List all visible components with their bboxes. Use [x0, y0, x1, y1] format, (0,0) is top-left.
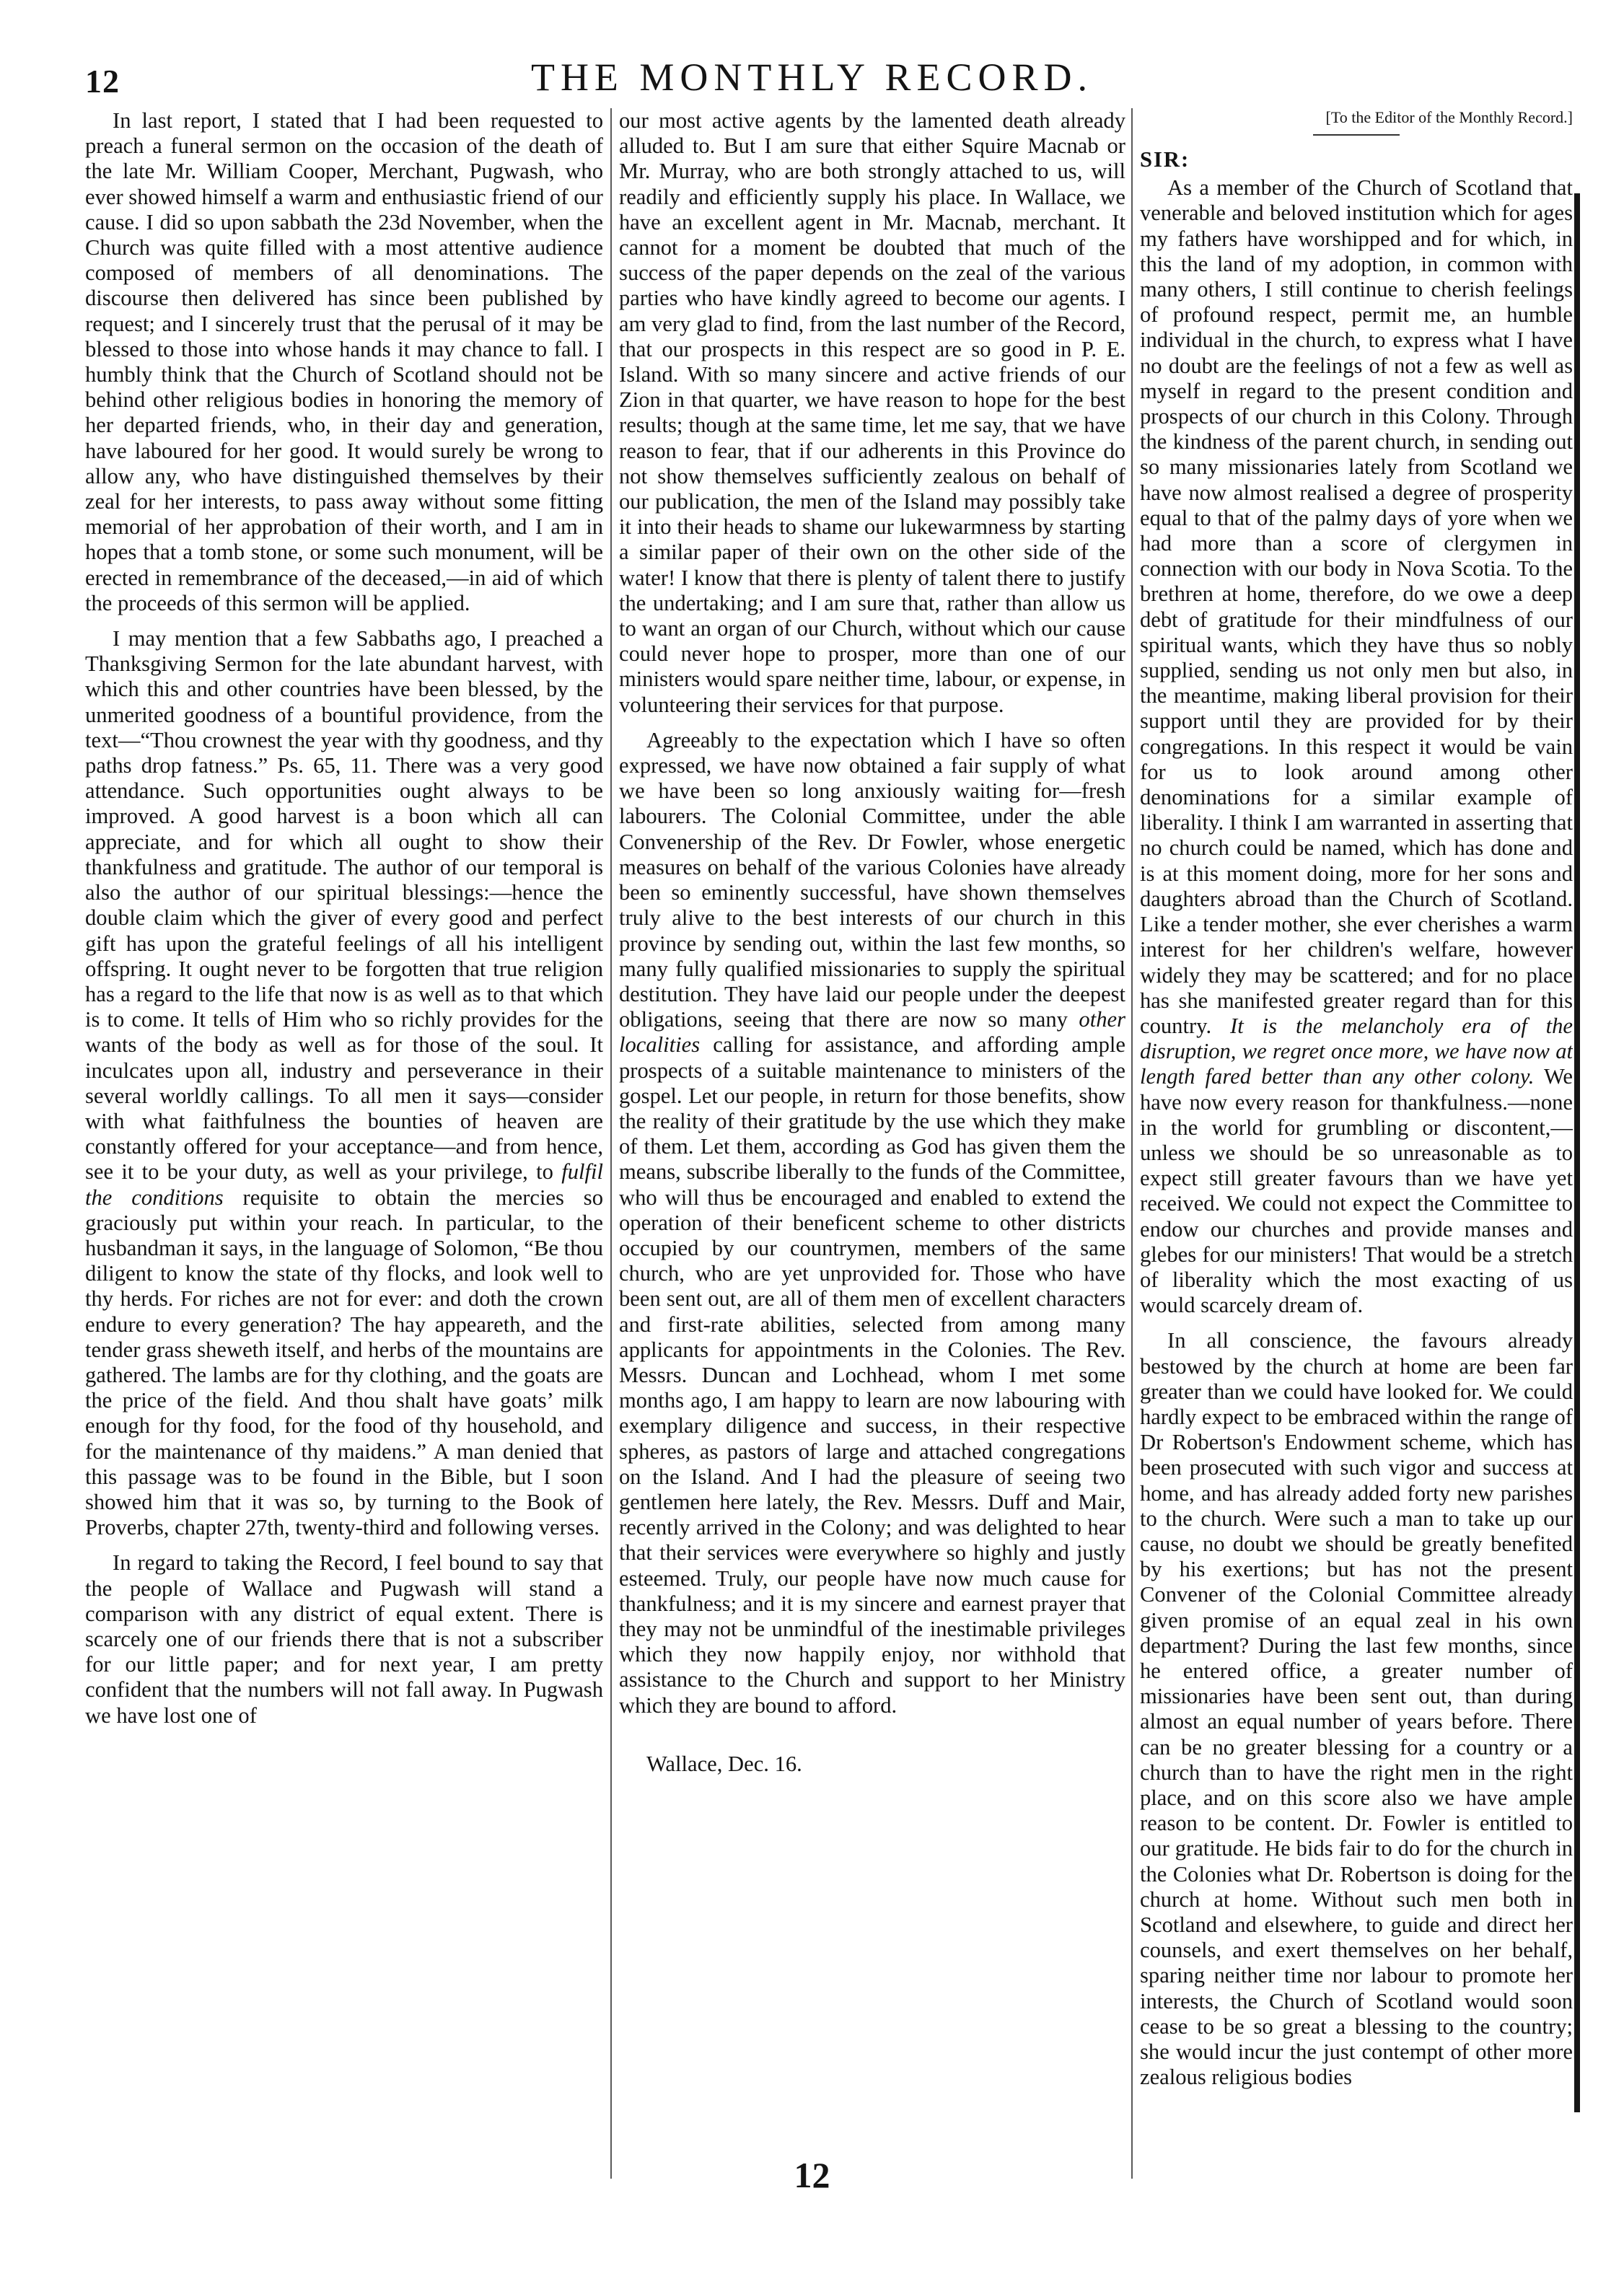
- italic-phrase: It is the melancholy era of the disruption, we regret once more, we have now at length fared better than any other colony.: [1140, 1013, 1573, 1089]
- italic-phrase: other localities: [619, 1007, 1125, 1058]
- paragraph-text: I may mention that a few Sabbaths ago, I preached a Thanksgiving Sermon for the late abundant harvest, with which this and other countries have been blessed, by the unmerited goodness of a bountiful providence, from the text—“Thou crownest the year with thy goodness, and thy paths drop fatness.” Ps. 65, 11. There was a very good attendance. Such opportunities ought always to be improved. A good harvest is a boon which all can appreciate, and for which all ought to show their thankfulness and gratitude. The author of our temporal is also the author of our spiritual blessings:—hence the double claim which the giver of every good and perfect gift has upon the grateful feelings of all his intelligent offspring. It ought never to be forgotten that true religion has a regard to the life that now is as well as to that which is to come. It tells of Him who so richly provides for the wants of the body as well as for those of the soul. It inculcates upon all, industry and perseverance in their several worldly callings. To all men it says—consider with what faithfulness the bounties of heaven are constantly offered for your acceptance—and from hence, see it to be your duty, as well as your privilege, to: [85, 626, 603, 1185]
- paragraph-text: We have now every reason for thankfulness.—none in the world for grumbling or discontent,—unless we should be so unreasonable as to expect still greater favours than we have yet received. We could not expect the Committee to endow our churches and provide manses and glebes for our ministers! That would be a stretch of liberality which the most exacting of us would scarcely dream of.: [1140, 1064, 1573, 1318]
- paragraph: [1140, 175, 1573, 1318]
- paragraph: In regard to taking the Record, I feel bound to say that the people of Wallace and Pugwash will stand a comparison with any district of equal extent. There is scarcely one of our friends there that is not a subscriber for our little paper; and for next year, I am pretty confident that the numbers will not fall away. In Pugwash we have lost one of: [85, 1550, 603, 1728]
- page-number-bottom: 12: [794, 2155, 830, 2195]
- salutation: SIR:: [1140, 147, 1190, 172]
- page-header: [0, 0, 1624, 108]
- paragraph: our most active agents by the lamented death already alluded to. But I am sure that either Squire Macnab or Mr. Murray, who are both strongly attached to us, will readily and efficiently supply his place. In Wallace, we have an excellent agent in Mr. Macnab, merchant. It cannot for a moment be doubted that much of the success of the paper depends on the zeal of the various parties who have kindly agreed to become our agents. I am very glad to find, from the last number of the Record, that our prospects in this respect are so good in P. E. Island. With so many sincere and active friends of our Zion in that quarter, we have reason to hope for the best results; though at the same time, let me say, that we have reason to fear, that if our adherents in this Province do not show themselves sufficiently zealous on behalf of our publication, the men of the Island may possibly take it into their heads to shame our lukewarmness by starting a similar paper of their own on the other side of the water! I know that there is plenty of talent there to justify the undertaking; and I am sure that, rather than allow us to want an organ of our Church, without which our cause could never hope to prosper, more than one of our ministers would spare neither time, labour, or expense, in volunteering their services for that purpose.: [619, 108, 1125, 717]
- paragraph-text: Agreeably to the expectation which I have so often expressed, we have now obtained a fair supply of what we have been so long anxiously waiting for—fresh labourers. The Colonial Committee, under the able Convenership of the Rev. Dr Fowler, whose energetic measures on behalf of the various Colonies have already been so eminently successful, have shown themselves truly alive to the best interests of our church in this province by sending out, within the last few months, so many fully qualified missionaries to supply the spiritual destitution. They have laid our people under the deepest obligations, seeing that there are now so many: [619, 727, 1125, 1032]
- paragraph-text: requisite to obtain the mercies so graciously put within your reach. In particular, to the husbandman it says, in the language of Solomon, “Be thou diligent to know the state of thy flocks, and look well to thy herds. For riches are not for ever: and doth the crown endure to every generation? The hay appeareth, and the tender grass sheweth itself, and herbs of the mountains are gathered. The lambs are for thy clothing, and the goats are the price of the field. And thou shalt have goats’ milk enough for thy food, for the food of thy household, and for the maintenance of thy maidens.” A man denied that this passage was to be found in the Bible, but I soon showed him that it was so, by turning to the Book of Proverbs, chapter 27th, twenty-third and following verses.: [85, 1185, 603, 1540]
- column-divider-right: [1131, 108, 1133, 2179]
- paragraph-text: As a member of the Church of Scotland that venerable and beloved institution which for ages my fathers have worshipped and for which, in this the land of my adoption, in common with many others, I still continue to cherish feelings of profound respect, permit me, an humble individual in the church, to express what I have no doubt are the feelings of not a few as well as myself in regard to the present condition and prospects of our church in this Colony. Through the kindness of the parent church, in sending out so many missionaries lately from Scotland we have now almost realised a degree of prosperity equal to that of the palmy days of yore when we had more than a score of clergymen in connection with our body in Nova Scotia. To the brethren at home, therefore, do we owe a deep debt of gratitude for their mindfulness of our spiritual wants, which they have thus so nobly supplied, sending us not only men but also, in the meantime, making liberal provision for their support until they are provided for by their congregations. In this respect it would be vain for us to look around among other denominations for a similar example of liberality. I think I am warranted in asserting that no church could be named, which has done and is at this moment doing, more for her sons and daughters abroad than the Church of Scotland. Like a tender mother, she ever cherishes a warm interest for her children's welfare, however widely they may be scattered; and for no place has she manifested greater regard than for this country.: [1140, 175, 1573, 1038]
- column-left: [85, 108, 603, 2128]
- column-right: [1140, 108, 1573, 2107]
- italic-phrase: fulfil the conditions: [85, 1159, 603, 1210]
- editor-note: [To the Editor of the Monthly Record.]: [1325, 108, 1573, 126]
- page-number-top: 12: [85, 63, 120, 100]
- column-divider-left: [610, 108, 612, 2179]
- binding-edge-rule: [1574, 193, 1580, 2112]
- paragraph: In last report, I stated that I had been requested to preach a funeral sermon on the occasion of the death of the late Mr. William Cooper, Merchant, Pugwash, who ever showed himself a warm and enthusiastic friend of our cause. I did so upon sabbath the 23d November, when the Church was quite filled with a most attentive audience composed of members of all denominations. The discourse then delivered has since been published by request; and I sincerely trust that the perusal of it may be blessed to those into whose hands it may chance to fall. I humbly think that the Church of Scotland should not be behind other religious bodies in honoring the memory of her departed friends, who, in their day and generation, have laboured for her good. It would surely be wrong to allow any, who have distinguished themselves by their zeal for her interests, to pass away without some fitting memorial of her approbation of their worth, and I am in hopes that a tomb stone, or some such monument, will be erected in remembrance of the deceased,—in aid of which the proceeds of this sermon will be applied.: [85, 108, 603, 615]
- paragraph: [619, 728, 1125, 1718]
- paragraph-text: calling for assistance, and affording ample prospects of a suitable maintenance to ministers of the gospel. Let our people, in return for those benefits, show the reality of their gratitude by the use which they make of them. Let them, according as God has given them the means, subscribe liberally to the funds of the Committee, who will thus be encouraged and enabled to extend the operation of their beneficent scheme to other districts occupied by our countrymen, members of the same church, who are yet unprovided for. Those who have been sent out, are all of them men of excellent characters and first-rate abilities, selected from among many applicants for appointments in the Colonies. The Rev. Messrs. Duncan and Lochhead, whom I met some months ago, I am happy to learn are now labouring with exemplary diligence and success, in their respective spheres, as pastors of large and attached congregations on the Island. And I had the pleasure of seeing two gentlemen here lately, the Rev. Messrs. Duff and Mair, recently arrived in the Colony; and was delighted to hear that their services were everywhere so highly and justly esteemed. Truly, our people have now much cause for thankfulness; and it is my sincere and earnest prayer that they may not be unmindful of the inestimable privileges which they now happily enjoy, nor withhold that assistance to the Church and support to her Ministry which they are bound to afford.: [619, 1032, 1125, 1718]
- journal-title: THE MONTHLY RECORD.: [530, 56, 1094, 99]
- short-rule: [1313, 134, 1400, 136]
- paragraph: In all conscience, the favours already bestowed by the church at home are been far greater than we could have looked for. We could hardly expect to be embraced within the range of Dr Robertson's Endowment scheme, which has been prosecuted with such vigor and success at home, and has already added forty new parishes to the church. Were such a man to take up our cause, no doubt we should be greatly benefited by his exertions; but has not the present Convener of the Colonial Committee already given promise of an equal zeal in his own department? During the last few months, since he entered office, a greater number of missionaries have been sent out, than during almost an equal number of years before. There can be no greater blessing for a country or a church than to have the right men in the right place, and on this score also we have ample reason to be content. Dr. Fowler is entitled to our gratitude. He bids fair to do for the church in the Colonies what Dr. Robertson is doing for the church at home. Without such men both in Scotland and elsewhere, to guide and direct her counsels, and exert themselves on her behalf, sparing neither time nor labour to promote her interests, the Church of Scotland would soon cease to be so great a blessing to the country; she would incur the just contempt of other more zealous religious bodies: [1140, 1328, 1573, 2090]
- column-middle: [619, 108, 1125, 2164]
- paragraph: [85, 626, 603, 1540]
- signoff: Wallace, Dec. 16.: [646, 1751, 802, 1776]
